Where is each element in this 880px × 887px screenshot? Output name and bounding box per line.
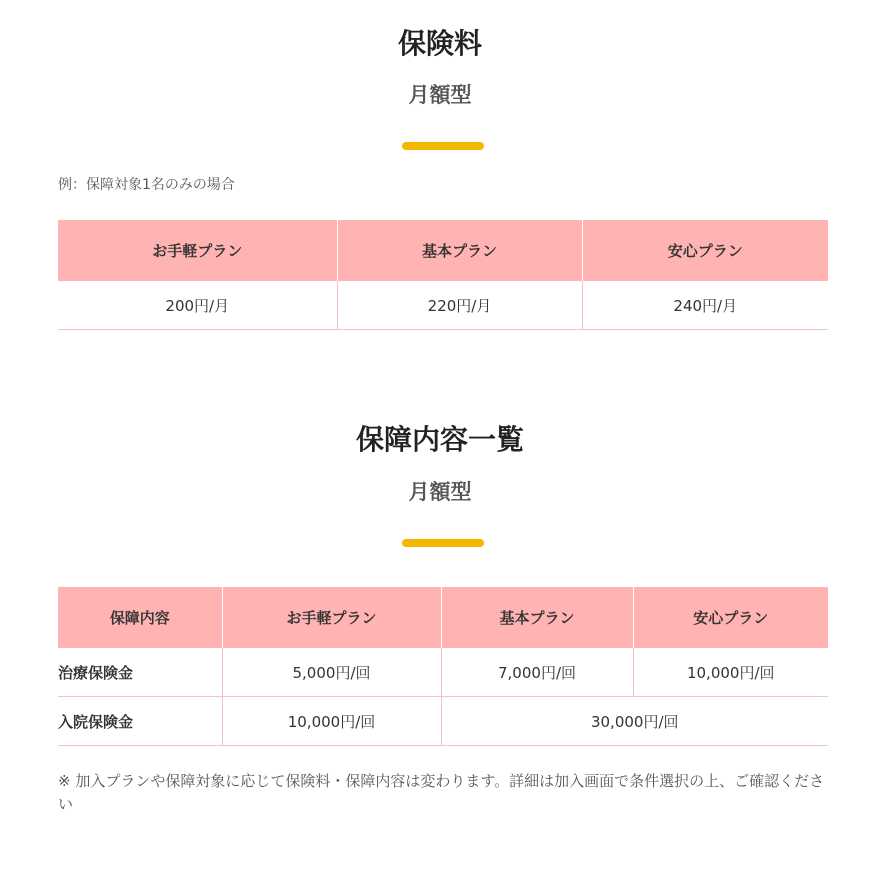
coverage-row-label-treatment: 治療保険金 <box>58 648 222 697</box>
coverage-hospitalization-easy-plan: 10,000円/回 <box>222 697 441 746</box>
example-note: 例：保障対象1名のみの場合 <box>58 177 235 193</box>
coverage-treatment-basic-plan: 7,000円/回 <box>441 648 633 697</box>
premium-subtitle: 月額型 <box>408 83 472 107</box>
table-row <box>58 281 828 330</box>
coverage-header-row <box>58 587 828 648</box>
premium-table <box>58 220 828 330</box>
coverage-header-easy-plan: お手軽プラン <box>222 587 441 648</box>
premium-price-easy-plan: 200円/月 <box>58 281 337 330</box>
premium-header-easy-plan: お手軽プラン <box>58 220 337 281</box>
premium-header-basic-plan: 基本プラン <box>337 220 582 281</box>
table-row <box>58 697 828 746</box>
premium-title: 保険料 <box>397 27 482 60</box>
premium-price-secure-plan: 240円/月 <box>582 281 828 330</box>
coverage-header-item: 保障内容 <box>58 587 222 648</box>
premium-divider <box>402 142 484 150</box>
coverage-treatment-easy-plan: 5,000円/回 <box>222 648 441 697</box>
premium-price-basic-plan: 220円/月 <box>337 281 582 330</box>
premium-header-row <box>58 220 828 281</box>
table-row <box>58 648 828 697</box>
coverage-header-basic-plan: 基本プラン <box>441 587 633 648</box>
coverage-treatment-secure-plan: 10,000円/回 <box>633 648 828 697</box>
coverage-row-label-hospitalization: 入院保険金 <box>58 697 222 746</box>
coverage-title: 保障内容一覧 <box>355 423 524 456</box>
coverage-table <box>58 587 828 746</box>
premium-header-secure-plan: 安心プラン <box>582 220 828 281</box>
coverage-header-secure-plan: 安心プラン <box>633 587 828 648</box>
coverage-divider <box>402 539 484 547</box>
coverage-hospitalization-basic-secure-plan: 30,000円/回 <box>441 697 828 746</box>
coverage-subtitle: 月額型 <box>408 480 472 504</box>
footnote: ※ 加入プランや保障対象に応じて保険料・保障内容は変わります。詳細は加入画面で条件選択の上、ご確認ください <box>58 772 825 813</box>
